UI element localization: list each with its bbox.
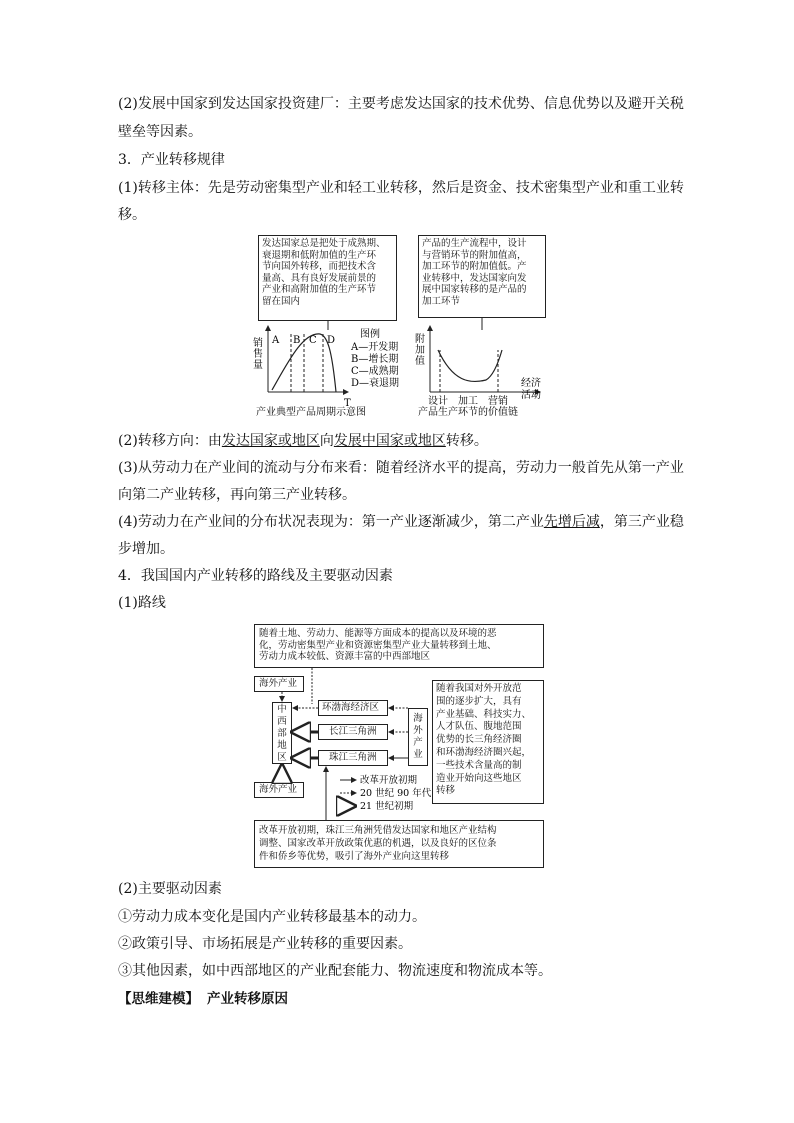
- paragraph-labor-flow-line2: 向第二产业转移，再向第三产业转移。: [118, 487, 356, 503]
- paragraph-invest-line1: (2)发展中国家到发达国家投资建厂：主要考虑发达国家的技术优势、信息优势以及避开关税: [118, 96, 684, 112]
- route-arrows: [252, 624, 548, 872]
- right-x-label-2: 活动: [521, 390, 541, 401]
- midwest-region-box: 中 西 部 地 区: [272, 702, 292, 764]
- tick-processing: 加工: [458, 396, 478, 407]
- paragraph-labor-distribution-line2: 步增加。: [118, 541, 174, 557]
- subheading-drivers: (2)主要驱动因素: [118, 881, 222, 897]
- legend-text-1990s: 20 世纪 90 年代: [360, 788, 432, 799]
- value-chain-note-box: 产品的生产流程中，设计 与营销环节的附加值高， 加工环节的附加值低。产 业转移中，发达国家向发 展中国家转移的是产品的 加工环节: [418, 235, 546, 318]
- driver-item-2: ②政策引导、市场拓展是产业转移的重要因素。: [118, 936, 412, 952]
- bohai-economic-zone-box: 环渤海经济区: [318, 700, 388, 716]
- left-y-label-3: 量: [253, 360, 263, 371]
- paragraph-invest-line2: 壁垒等因素。: [118, 124, 202, 140]
- value-chain-curve: [438, 350, 502, 382]
- heading-domestic-route: 4．我国国内产业转移的路线及主要驱动因素: [118, 568, 393, 584]
- stage-label-c: C: [309, 335, 317, 346]
- right-x-label-1: 经济: [521, 378, 541, 389]
- product-cycle-figure: [248, 232, 558, 424]
- tick-marketing: 营销: [488, 396, 508, 407]
- yangtze-delta-box: 长江三角洲: [318, 724, 388, 740]
- legend-text-reform: 改革开放初期: [360, 775, 418, 786]
- subheading-route: (1)路线: [118, 595, 166, 611]
- overseas-industry-right: 海 外 产 业: [408, 708, 428, 766]
- paragraph-subject-line1: (1)转移主体：先是劳动密集型产业和轻工业转移，然后是资金、技术密集型产业和重工业转: [118, 180, 684, 196]
- cost-rise-note-box: 随着土地、劳动力、能源等方面成本的提高以及环境的恶 化，劳动密集型产业和资源密集型产业大量转移到土地、 劳动力成本较低、资源丰富的中西部地区: [254, 624, 544, 668]
- left-y-label-2: 售: [253, 349, 263, 360]
- legend-title: 图例: [360, 329, 380, 340]
- legend-item-d: D—衰退期: [351, 378, 400, 389]
- overseas-industry-bottom: 海外产业: [254, 782, 304, 798]
- paragraph-labor-flow-line1: (3)从劳动力在产业间的流动与分布来看：随着经济水平的提高，劳动力一般首先从第一产业: [118, 460, 684, 476]
- opening-up-note-box: 随着我国对外开放范 围的逐步扩大，具有 产业基础、科技实力、 人才队伍、腹地范围 优势的长三角经济圈 和环渤海经济圈兴起， 一些技术含量高的制 造业开始向这些地区 转移: [432, 680, 544, 804]
- left-x-label: T: [344, 398, 351, 409]
- driver-item-1: ①劳动力成本变化是国内产业转移最基本的动力。: [118, 909, 426, 925]
- pearl-delta-box: 珠江三角洲: [318, 750, 388, 766]
- driver-item-3: ③其他因素，如中西部地区的产业配套能力、物流速度和物流成本等。: [118, 963, 552, 979]
- stage-label-a: A: [272, 335, 280, 346]
- legend-item-b: B—增长期: [351, 354, 399, 365]
- left-y-label-1: 销: [253, 338, 263, 349]
- legend-text-2000s: 21 世纪初期: [360, 801, 414, 812]
- paragraph-direction: (2)转移方向：由发达国家或地区向发展中国家或地区转移。: [118, 433, 488, 449]
- right-chart-caption: 产品生产环节的价值链: [418, 407, 518, 418]
- right-y-label-3: 值: [415, 356, 425, 367]
- stage-label-b: B: [293, 335, 301, 346]
- pearl-delta-note-box: 改革开放初期，珠江三角洲凭借发达国家和地区产业结构 调整、国家改革开放政策优惠的机遇，以及良好的区位条 件和侨乡等优势，吸引了海外产业向这里转移: [254, 820, 544, 868]
- paragraph-subject-line2: 移。: [118, 207, 146, 223]
- thinking-model-heading: 【思维建模】 产业转移原因: [118, 991, 288, 1007]
- right-y-label-1: 附: [415, 334, 425, 345]
- heading-transfer-rules: 3．产业转移规律: [118, 152, 225, 168]
- legend-item-a: A—开发期: [351, 342, 399, 353]
- right-y-label-2: 加: [415, 345, 425, 356]
- legend-item-c: C—成熟期: [351, 366, 399, 377]
- stage-label-d: D: [327, 335, 336, 346]
- developed-country-note-box: 发达国家总是把处于成熟期、 衰退期和低附加值的生产环 节向国外转移，而把技术含 量高、具有良好发展前景的 产业和高附加值的生产环节 留在国内: [258, 235, 397, 321]
- domestic-transfer-route-figure: [252, 624, 548, 872]
- paragraph-labor-distribution: (4)劳动力在产业间的分布状况表现为：第一产业逐渐减少，第二产业先增后减，第三产业稳: [118, 514, 684, 530]
- tick-design: 设计: [428, 396, 448, 407]
- overseas-industry-top: 海外产业: [254, 676, 304, 692]
- left-chart-caption: 产业典型产品周期示意图: [256, 407, 366, 418]
- product-cycle-chart: [248, 232, 558, 424]
